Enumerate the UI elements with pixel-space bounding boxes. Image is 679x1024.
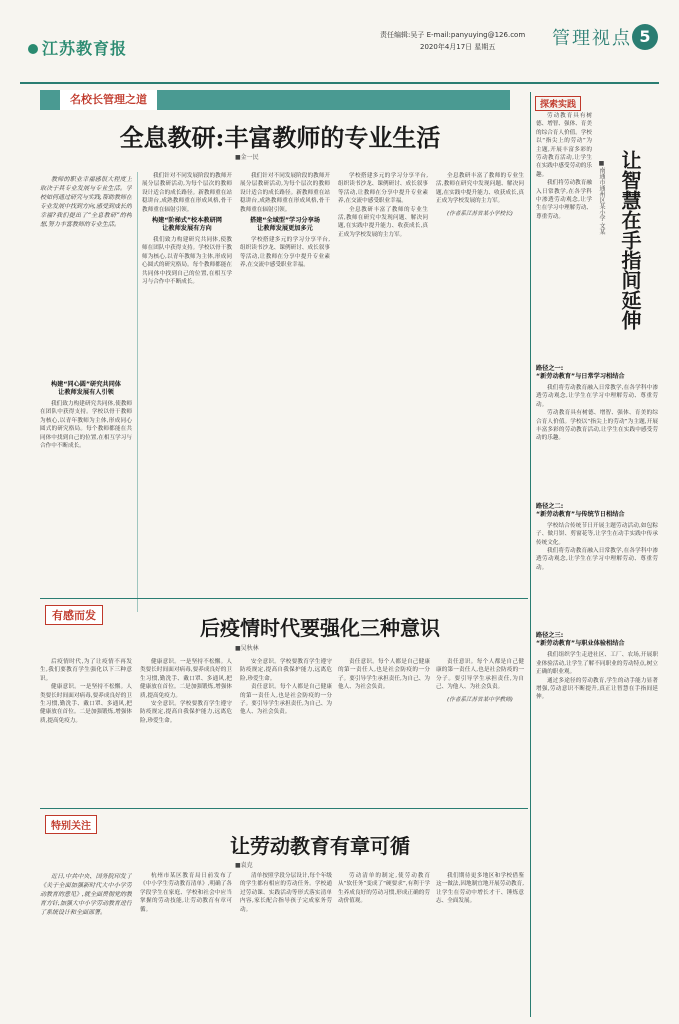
- section-divider: [40, 598, 528, 599]
- article3-col5: [436, 872, 524, 1017]
- right-p1-b: 劳动教育具有树德、增智、强体、育美的综合育人价值。学校以“指尖上的劳动”为主题,开展丰富多彩的劳动教育活动,让学生在实践中感受劳动的乐趣。: [536, 410, 658, 442]
- article3-p1: 杭州市某区教育局日前发布了《中小学生劳动教育清单》,明确了各学段学生在家庭、学校和社会中应当掌握的劳动技能,让劳动教育有章可循。: [140, 873, 232, 913]
- article1-title: 全息教研:丰富教师的专业生活: [119, 123, 441, 152]
- right-sub3: 路径之三: “新劳动教育”与职业体验相结合: [536, 632, 625, 648]
- article1-byline: ■金一民: [235, 154, 259, 161]
- article3-col4: [338, 872, 430, 1017]
- article1-p1-b: 我们致力构建研究共同体,使教师在团队中获得支持。学校以骨干教师为核心,以青年教师为主体,形成同心圆式的研究格局。每个教师都能在共同体中找到自己的位置,在相互学习与合作中不断成长。: [142, 237, 232, 286]
- right-article-title: 让智慧在手指间延伸: [618, 150, 642, 330]
- article1-p3: 学校搭建多元的学习分享平台,组织读书沙龙、课例研讨、成长叙事等活动,让教师在分享中提升专业素养,在交流中感受职业幸福。: [338, 173, 428, 205]
- right-article-author: ■南通市通州区某小学 文某: [598, 160, 605, 235]
- article2-col3: [240, 658, 332, 808]
- column-banner: [40, 90, 510, 110]
- article1-sub2: 构建“阶梯式”校本教研网 让教师发展有方向: [151, 217, 222, 233]
- article1-sub1: 构建“同心圆”研究共同体 让教师发展有人引领: [50, 381, 121, 396]
- article1-lead: [40, 175, 132, 375]
- section-tag-opinion: 有感而发: [45, 605, 103, 625]
- article1-p4-b: 全息教研丰富了教师的专业生活,教师在研究中发现问题、解决问题,在实践中提升能力、收获成长,真正成为学校发展的主力军。: [436, 173, 524, 205]
- page-number: 5: [632, 24, 658, 50]
- logo-text: 江苏教育报: [42, 39, 128, 58]
- article2-col2: [140, 658, 232, 808]
- article1-p3-a: 学校搭建多元的学习分享平台,组织读书沙龙、课例研讨、成长叙事等活动,让教师在分享中提升专业素养,在交流中感受职业幸福。: [240, 237, 330, 269]
- article2-p4-b: 责任意识。每个人都是自己健康的第一责任人,也是社会防疫的一分子。要引导学生承担责任,为自己、为他人、为社会负责。: [338, 659, 430, 691]
- article1-lead-text: 教师的职业幸福感很大程度上取决于其专业发展与专业生活。学校如何通过研究与实践,帮助教师在专业发展中找到方向,感受到成长的幸福?我们提出了“全息教研”的构想,努力丰富教师的专业生活。: [40, 176, 132, 228]
- article1-col5: [436, 172, 524, 612]
- article3-title: 让劳动教育有章可循: [230, 834, 410, 858]
- article1-p4: 全息教研丰富了教师的专业生活,教师在研究中发现问题、解决问题,在实践中提升能力、收获成长,真正成为学校发展的主力军。: [338, 206, 428, 238]
- logo-icon: [28, 44, 38, 54]
- article1-author-note: (作者系江苏省某小学校长): [447, 210, 513, 217]
- article2-p1: 后疫情时代,为了让疫情不再发生,我们要教育学生强化以下三种意识。: [40, 659, 132, 682]
- article2-p2: 健康意识。一是坚持不松懈。人类要长时间面对病毒,要养成良好的卫生习惯,勤洗手、戴口罩、多通风,把健康放在首位。二是加强锻炼,增强体质,提高免疫力。: [40, 684, 132, 724]
- section-name: 管理视点: [552, 28, 632, 49]
- article3-lead: [40, 872, 132, 1017]
- masthead: [20, 24, 659, 84]
- article2-byline: ■吴秋林: [235, 645, 259, 652]
- divider: [137, 172, 138, 612]
- article2-p4: 责任意识。每个人都是自己健康的第一责任人,也是社会防疫的一分子。要引导学生承担责任,为自己、为他人、为社会负责。: [240, 684, 332, 716]
- right-p2: 学校结合传统节日开展主题劳动活动,如包粽子、做月饼、剪窗花等,让学生在动手实践中传承传统文化。: [536, 522, 658, 546]
- section-tag-focus: 特别关注: [45, 815, 97, 834]
- article1-p2-c: 我们针对不同发展阶段的教师开展分层教研活动,为每个层次的教师设计适合的成长路径。新教师重在站稳讲台,成熟教师重在形成风格,骨干教师重在辐射引领。: [240, 173, 330, 213]
- article3-byline: ■袁克: [235, 862, 253, 869]
- section-divider: [40, 808, 528, 809]
- right-column-divider: [530, 92, 531, 1017]
- article2-title: 后疫情时代要强化三种意识: [200, 616, 440, 640]
- article2-col1: [40, 658, 132, 808]
- right-sub1: 路径之一: “新劳动教育”与日常学习相结合: [536, 365, 625, 380]
- article2-p3: 安全意识。学校要教育学生遵守防疫规定,提高自我保护能力,远离危险,珍爱生命。: [140, 701, 232, 724]
- right-body: [536, 362, 658, 1017]
- right-lead: [536, 112, 592, 360]
- right-p3: 我们组织学生走进社区、工厂、农场,开展职业体验活动,让学生了解不同职业的劳动特点,树立正确的职业观。: [536, 652, 658, 676]
- right-lead-text: 劳动教育具有树德、增智、强体、育美的综合育人价值。学校以“指尖上的劳动”为主题,开展丰富多彩的劳动教育活动,让学生在实践中感受劳动的乐趣。: [536, 113, 592, 178]
- article3-col3: [240, 872, 332, 1017]
- issue-date: 2020年4月17日 星期五: [420, 43, 496, 51]
- right-sub2: 路径之二: “新劳动教育”与传统节日相结合: [536, 502, 625, 518]
- article2-p4-c: 责任意识。每个人都是自己健康的第一责任人,也是社会防疫的一分子。要引导学生承担责任,为自己、为他人、为社会负责。: [436, 659, 524, 691]
- article1-col1: [40, 378, 132, 578]
- article2-p2-b: 健康意识。一是坚持不松懈。人类要长时间面对病毒,要养成良好的卫生习惯,勤洗手、戴口罩、多通风,把健康放在首位。二是加强锻炼,增强体质,提高免疫力。: [140, 659, 232, 699]
- right-section-tag: 探索实践: [535, 96, 581, 111]
- article3-col2: [140, 872, 232, 1017]
- article3-lead-text: 近日,中共中央、国务院印发了《关于全面加强新时代大中小学劳动教育的意见》,就全面贯彻党的教育方针,加强大中小学劳动教育进行了系统设计和全面部署。: [40, 873, 132, 916]
- newspaper-logo: [28, 36, 127, 59]
- article1-col3: [240, 172, 330, 612]
- right-p4: 通过多途径的劳动教育,学生的动手能力显著增强,劳动意识不断提升,真正让智慧在手指间延伸。: [536, 677, 658, 701]
- article1-sub3: 搭建“全域型”学习分享场 让教师发展更加多元: [249, 217, 320, 233]
- article1-col4: [338, 172, 428, 612]
- right-lead-text-2: 我们将劳动教育融入日常教学,在各学科中渗透劳动观念,让学生在学习中理解劳动、尊重劳动。: [536, 180, 592, 220]
- column-banner-label: 名校长管理之道: [60, 90, 157, 110]
- article3-p2: 清单按照学段分层设计,每个年级的学生都有相应的劳动任务。学校通过劳动课、实践活动等形式落实清单内容,家长配合指导孩子完成家务劳动。: [240, 873, 332, 913]
- article1-p2-a: 我们针对不同发展阶段的教师开展分层教研活动,为每个层次的教师设计适合的成长路径。新教师重在站稳讲台,成熟教师重在形成风格,骨干教师重在辐射引领。: [142, 173, 232, 213]
- article2-col5: [436, 658, 524, 808]
- right-p1: 我们将劳动教育融入日常教学,在各学科中渗透劳动观念,让学生在学习中理解劳动、尊重劳动。: [536, 385, 658, 408]
- article3-p4: 我们期待更多地区和学校借鉴这一做法,因地制宜地开展劳动教育,让学生在劳动中增长才干、锤炼意志、全面发展。: [436, 873, 524, 905]
- article2-author-note: (作者系江苏省某中学教师): [447, 696, 513, 703]
- editor-info: 责任编辑:吴子 E-mail:panyuying@126.com: [380, 31, 526, 39]
- article3-p3: 劳动清单的制定,使劳动教育从“软任务”变成了“硬要求”,有利于学生养成良好的劳动习惯,形成正确的劳动价值观。: [338, 873, 430, 905]
- article1-col2: [142, 172, 232, 612]
- article2-col4: [338, 658, 430, 808]
- right-p2-b: 我们将劳动教育融入日常教学,在各学科中渗透劳动观念,让学生在学习中理解劳动、尊重劳动。: [536, 548, 658, 571]
- article2-p3-b: 安全意识。学校要教育学生遵守防疫规定,提高自我保护能力,远离危险,珍爱生命。: [240, 659, 332, 682]
- article1-p1: 我们致力构建研究共同体,使教师在团队中获得支持。学校以骨干教师为核心,以青年教师为主体,形成同心圆式的研究格局。每个教师都能在共同体中找到自己的位置,在相互学习与合作中不断成长。: [40, 401, 132, 450]
